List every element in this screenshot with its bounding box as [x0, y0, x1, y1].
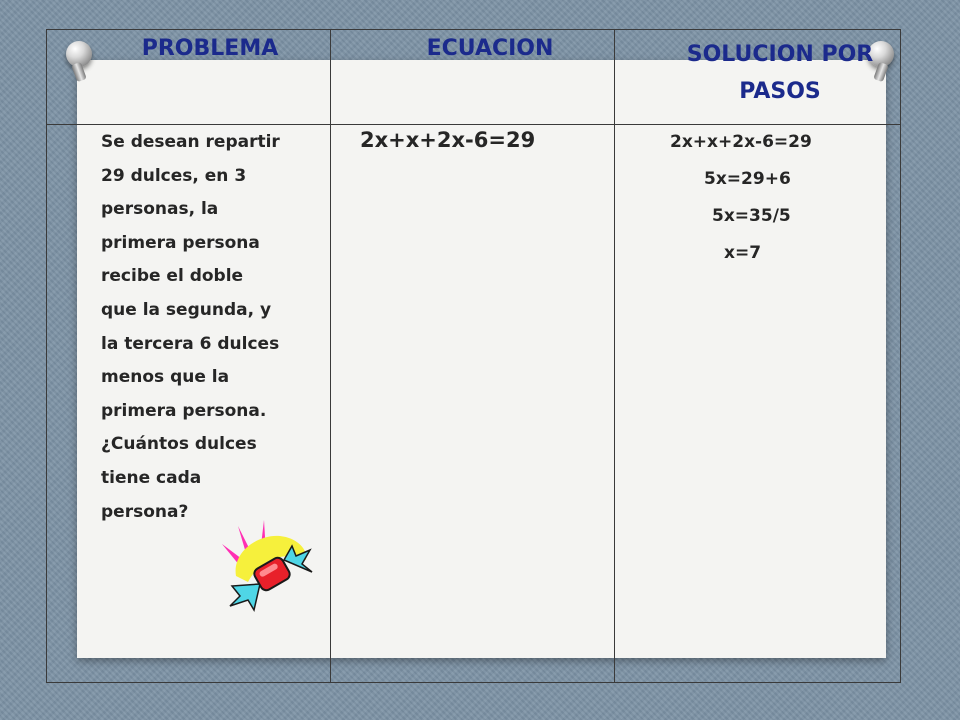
table-border-bottom: [46, 682, 901, 683]
candy-icon: [218, 516, 318, 616]
column-divider: [614, 29, 615, 683]
problem-line: 29 dulces, en 3: [101, 165, 247, 186]
column-divider: [330, 29, 331, 683]
problem-line: menos que la: [101, 367, 230, 388]
header-solucion-line: PASOS: [739, 79, 821, 104]
solution-step: 5x=29+6: [704, 169, 791, 189]
problem-line: recibe el doble: [101, 266, 244, 287]
problem-line: ¿Cuántos dulces: [101, 434, 257, 455]
table-border-right: [900, 29, 901, 683]
header-problema: PROBLEMA: [141, 36, 279, 61]
problem-statement: [101, 126, 323, 529]
header-solucion: [660, 36, 900, 110]
solution-step: 2x+x+2x-6=29: [670, 132, 812, 152]
solution-step: x=7: [724, 243, 762, 263]
solution-step: 5x=35/5: [712, 206, 791, 226]
problem-line: la tercera 6 dulces: [101, 333, 280, 354]
table-border-top: [46, 29, 901, 30]
problem-line: Se desean repartir: [101, 132, 280, 152]
problem-line: que la segunda, y: [101, 299, 272, 320]
header-solucion-line: SOLUCION POR: [686, 42, 874, 67]
header-ecuacion: ECUACION: [426, 36, 554, 61]
problem-line: persona?: [101, 501, 189, 522]
problem-line: tiene cada: [101, 467, 202, 488]
table-header-divider: [46, 124, 901, 125]
problem-line: primera persona: [101, 232, 260, 253]
problem-line: primera persona.: [101, 400, 267, 421]
table-border-left: [46, 29, 47, 683]
problem-line: personas, la: [101, 199, 219, 220]
equation-text: 2x+x+2x-6=29: [360, 128, 536, 152]
pushpin-icon: [66, 41, 92, 67]
